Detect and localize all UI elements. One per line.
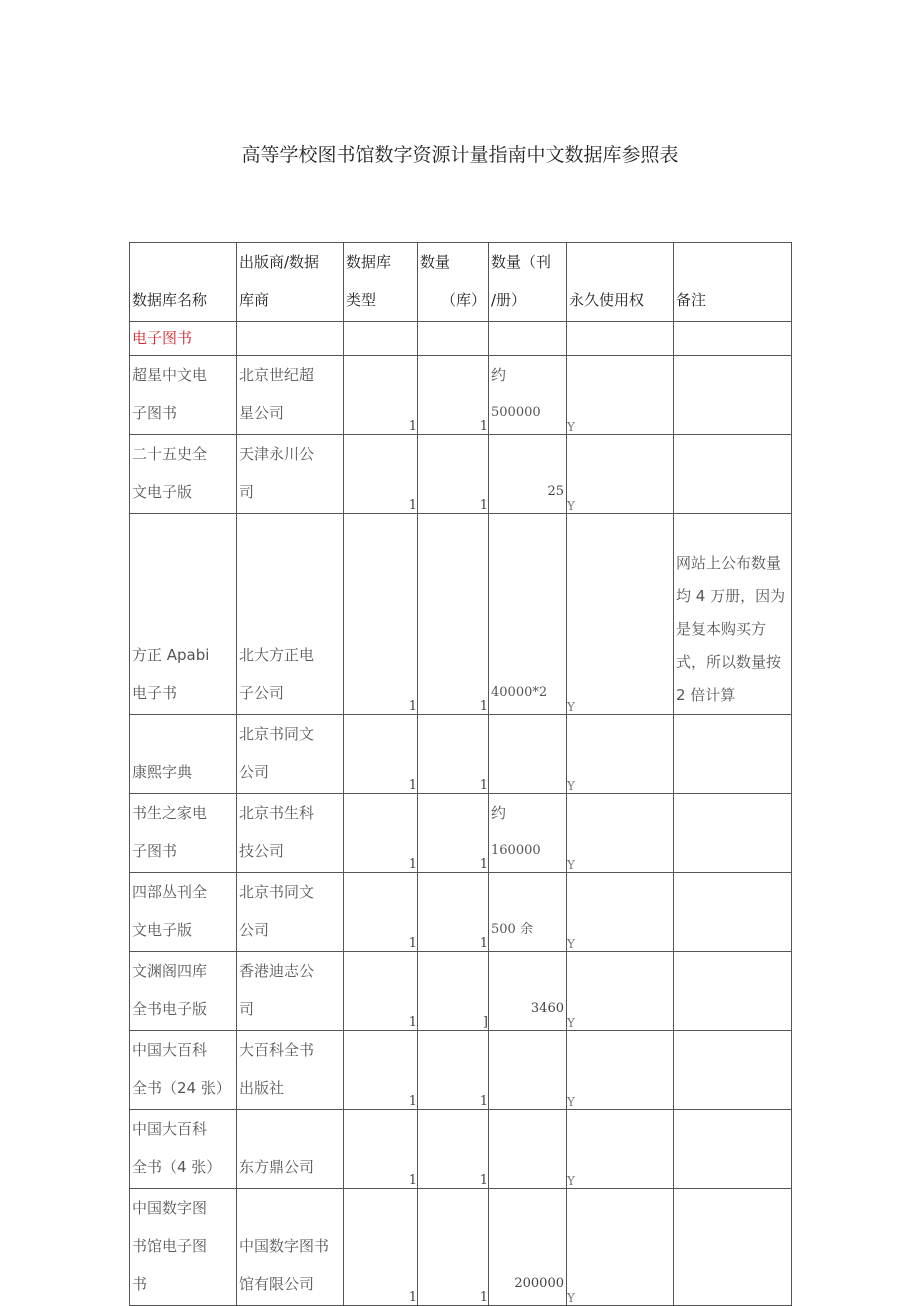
database-reference-table xyxy=(129,242,792,1306)
db-item-count xyxy=(489,873,567,952)
db-publisher-line: 技公司 xyxy=(239,842,285,860)
db-name-line: 四部丛刊全 xyxy=(132,883,208,901)
table-row xyxy=(130,1031,792,1110)
table-row xyxy=(130,435,792,514)
db-remarks xyxy=(674,952,792,1031)
db-publisher-line: 出版社 xyxy=(239,1079,285,1097)
db-publisher xyxy=(237,794,344,873)
db-name-line: 电子书 xyxy=(132,684,178,702)
header-count-items-line: /册） xyxy=(491,291,527,309)
db-publisher xyxy=(237,514,344,715)
header-publisher-line: 出版商/数据 xyxy=(239,253,320,271)
db-count: 1 xyxy=(418,435,489,514)
db-perpetual: Y xyxy=(567,873,674,952)
db-publisher-line: 北京书生科 xyxy=(239,804,315,822)
header-name xyxy=(130,243,237,322)
header-perpetual-line: 永久使用权 xyxy=(569,291,645,309)
db-item-count xyxy=(489,356,567,435)
db-publisher xyxy=(237,1189,344,1306)
db-item-count-line: 500 余 xyxy=(491,922,533,937)
db-publisher-line: 大百科全书 xyxy=(239,1041,315,1059)
db-type: 1 xyxy=(344,356,418,435)
db-type: 1 xyxy=(344,952,418,1031)
db-item-count-line: 500000 xyxy=(491,405,541,420)
db-type: 1 xyxy=(344,873,418,952)
empty-cell xyxy=(567,322,674,356)
header-type xyxy=(344,243,418,322)
page-title: 高等学校图书馆数字资源计量指南中文数据库参照表 xyxy=(241,144,679,166)
db-publisher-line: 公司 xyxy=(239,763,270,781)
db-item-count-line: 200000 xyxy=(514,1276,564,1291)
section-label-line: 电子图书 xyxy=(132,329,193,347)
db-publisher-line: 馆有限公司 xyxy=(239,1275,315,1293)
db-name-line: 中国大百科 xyxy=(132,1120,208,1138)
db-item-count xyxy=(489,715,567,794)
db-item-count xyxy=(489,435,567,514)
db-name xyxy=(130,435,237,514)
db-name xyxy=(130,794,237,873)
db-type: 1 xyxy=(344,794,418,873)
db-name-line: 中国大百科 xyxy=(132,1041,208,1059)
empty-cell xyxy=(489,322,567,356)
table-row xyxy=(130,952,792,1031)
header-remarks-line: 备注 xyxy=(676,291,707,309)
table-row xyxy=(130,514,792,715)
db-publisher-line: 司 xyxy=(239,483,255,501)
header-publisher xyxy=(237,243,344,322)
db-publisher-line: 中国数字图书 xyxy=(239,1237,330,1255)
db-name-line: 书生之家电 xyxy=(132,804,208,822)
db-perpetual: Y xyxy=(567,1110,674,1189)
db-remarks xyxy=(674,715,792,794)
db-publisher-line: 子公司 xyxy=(239,684,285,702)
db-type: 1 xyxy=(344,715,418,794)
db-count: ] xyxy=(418,952,489,1031)
db-name xyxy=(130,1189,237,1306)
header-perpetual xyxy=(567,243,674,322)
db-count: 1 xyxy=(418,1031,489,1110)
db-name-line: 全书（4 张） xyxy=(132,1158,222,1176)
db-count: 1 xyxy=(418,356,489,435)
db-count: 1 xyxy=(418,794,489,873)
empty-cell xyxy=(344,322,418,356)
db-remarks xyxy=(674,435,792,514)
db-item-count xyxy=(489,1110,567,1189)
db-name-line: 二十五史全 xyxy=(132,445,208,463)
db-perpetual: Y xyxy=(567,1031,674,1110)
db-name-line: 文电子版 xyxy=(132,921,193,939)
header-name-line: 数据库名称 xyxy=(132,291,208,309)
table-row xyxy=(130,356,792,435)
db-publisher-line: 东方鼎公司 xyxy=(239,1158,315,1176)
db-name-line: 方正 Apabi xyxy=(132,646,210,664)
db-name-line: 文电子版 xyxy=(132,483,193,501)
header-type-line: 数据库 xyxy=(346,253,392,271)
table-row xyxy=(130,794,792,873)
table-row xyxy=(130,873,792,952)
db-item-count xyxy=(489,1031,567,1110)
header-row xyxy=(130,243,792,322)
db-item-count-line: 160000 xyxy=(491,843,541,858)
db-name-line: 书馆电子图 xyxy=(132,1237,208,1255)
db-remarks-line: 均 4 万册，因为 xyxy=(676,587,786,605)
db-name xyxy=(130,1110,237,1189)
section-label xyxy=(130,322,237,356)
db-publisher-line: 司 xyxy=(239,1000,255,1018)
table-row xyxy=(130,1110,792,1189)
db-publisher-line: 星公司 xyxy=(239,404,285,422)
db-item-count-line: 25 xyxy=(547,484,564,499)
db-name-line: 全书（24 张） xyxy=(132,1079,231,1097)
db-perpetual: Y xyxy=(567,952,674,1031)
db-name-line: 文渊阁四库 xyxy=(132,962,208,980)
db-type: 1 xyxy=(344,1110,418,1189)
db-remarks xyxy=(674,794,792,873)
db-perpetual: Y xyxy=(567,1189,674,1306)
db-publisher-line: 天津永川公 xyxy=(239,445,315,463)
db-publisher xyxy=(237,435,344,514)
db-publisher xyxy=(237,356,344,435)
db-name xyxy=(130,873,237,952)
header-count-items xyxy=(489,243,567,322)
header-count-db-line: （库） xyxy=(440,291,486,309)
db-publisher-line: 公司 xyxy=(239,921,270,939)
db-name-line: 子图书 xyxy=(132,404,178,422)
db-count: 1 xyxy=(418,514,489,715)
db-publisher xyxy=(237,952,344,1031)
header-type-line: 类型 xyxy=(346,291,377,309)
db-type: 1 xyxy=(344,435,418,514)
db-type: 1 xyxy=(344,1189,418,1306)
db-name xyxy=(130,1031,237,1110)
header-publisher-line: 库商 xyxy=(239,291,270,309)
db-remarks xyxy=(674,1189,792,1306)
db-item-count-line: 约 xyxy=(491,366,507,384)
empty-cell xyxy=(418,322,489,356)
db-item-count xyxy=(489,952,567,1031)
table-row xyxy=(130,1189,792,1306)
db-name xyxy=(130,514,237,715)
db-item-count xyxy=(489,794,567,873)
db-item-count-line: 3460 xyxy=(530,1001,564,1016)
section-row xyxy=(130,322,792,356)
db-remarks xyxy=(674,514,792,715)
db-name-line: 超星中文电 xyxy=(132,366,208,384)
db-publisher-line: 北京世纪超 xyxy=(239,366,315,384)
db-count: 1 xyxy=(418,1110,489,1189)
header-count-db xyxy=(418,243,489,322)
db-publisher-line: 北京书同文 xyxy=(239,883,315,901)
db-remarks-line: 式，所以数量按 xyxy=(676,653,782,671)
table-row xyxy=(130,715,792,794)
db-publisher-line: 北京书同文 xyxy=(239,725,315,743)
db-item-count xyxy=(489,1189,567,1306)
db-item-count-line: 40000*2 xyxy=(491,685,548,700)
db-count: 1 xyxy=(418,1189,489,1306)
db-perpetual: Y xyxy=(567,715,674,794)
header-count-items-line: 数量（刊 xyxy=(491,253,552,271)
db-name xyxy=(130,952,237,1031)
db-publisher xyxy=(237,1031,344,1110)
db-remarks xyxy=(674,1110,792,1189)
empty-cell xyxy=(237,322,344,356)
header-count-db-line: 数量 xyxy=(420,253,451,271)
db-remarks-line: 网站上公布数量 xyxy=(676,554,782,572)
db-item-count xyxy=(489,514,567,715)
db-publisher-line: 香港迪志公 xyxy=(239,962,315,980)
db-remarks xyxy=(674,873,792,952)
db-name-line: 子图书 xyxy=(132,842,178,860)
db-publisher xyxy=(237,873,344,952)
header-remarks xyxy=(674,243,792,322)
db-perpetual: Y xyxy=(567,356,674,435)
db-item-count-line: 约 xyxy=(491,804,507,822)
db-perpetual: Y xyxy=(567,435,674,514)
db-name-line: 书 xyxy=(132,1275,148,1293)
db-perpetual: Y xyxy=(567,794,674,873)
db-type: 1 xyxy=(344,514,418,715)
db-name xyxy=(130,715,237,794)
db-remarks-line: 2 倍计算 xyxy=(676,686,736,704)
db-publisher xyxy=(237,1110,344,1189)
db-publisher-line: 北大方正电 xyxy=(239,646,315,664)
db-name xyxy=(130,356,237,435)
db-type: 1 xyxy=(344,1031,418,1110)
empty-cell xyxy=(674,322,792,356)
db-remarks xyxy=(674,1031,792,1110)
db-count: 1 xyxy=(418,873,489,952)
db-perpetual: Y xyxy=(567,514,674,715)
db-remarks-line: 是复本购买方 xyxy=(676,620,767,638)
db-publisher xyxy=(237,715,344,794)
db-name-line: 康熙字典 xyxy=(132,763,193,781)
db-remarks xyxy=(674,356,792,435)
db-count: 1 xyxy=(418,715,489,794)
db-name-line: 中国数字图 xyxy=(132,1199,208,1217)
db-name-line: 全书电子版 xyxy=(132,1000,208,1018)
